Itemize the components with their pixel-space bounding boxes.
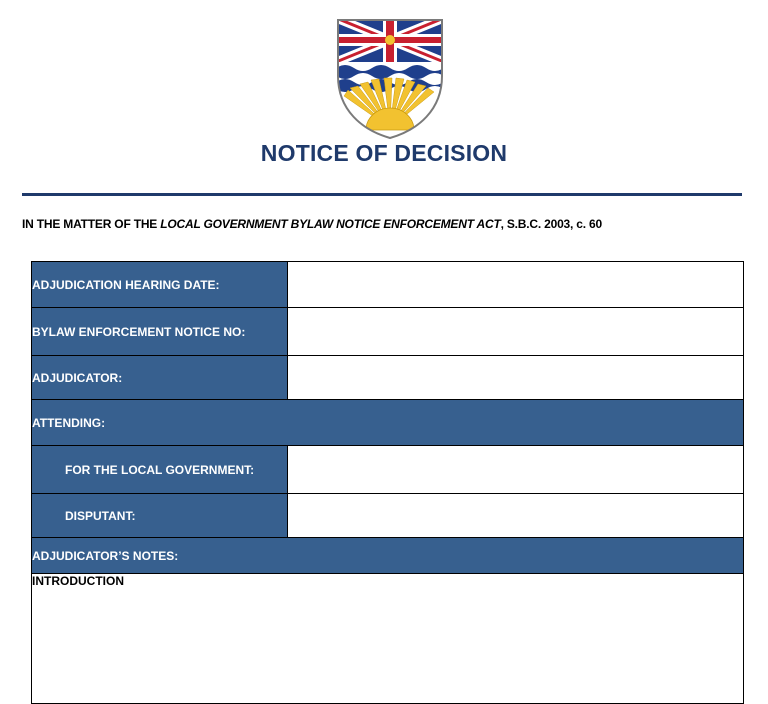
hearing-date-field[interactable]: [288, 262, 744, 308]
local-government-field[interactable]: [288, 446, 744, 494]
adjudicator-notes-label: ADJUDICATOR’S NOTES:: [32, 538, 744, 574]
notice-no-field[interactable]: [288, 308, 744, 356]
adjudicator-field[interactable]: [288, 356, 744, 400]
introduction-heading: INTRODUCTION: [32, 574, 124, 588]
notice-no-row: [32, 308, 744, 356]
hearing-date-row: [32, 262, 744, 308]
attending-row: [32, 400, 744, 446]
introduction-row: [32, 574, 744, 704]
matter-prefix: IN THE MATTER OF THE: [22, 217, 161, 231]
disputant-field[interactable]: [288, 494, 744, 538]
adjudicator-label: ADJUDICATOR:: [32, 356, 288, 400]
local-government-label: FOR THE LOCAL GOVERNMENT:: [32, 446, 288, 494]
document-title: NOTICE OF DECISION: [260, 140, 508, 166]
attending-label: ATTENDING:: [32, 400, 744, 446]
bc-coat-of-arms-icon: [336, 18, 444, 140]
disputant-label: DISPUTANT:: [32, 494, 288, 538]
notice-no-label: BYLAW ENFORCEMENT NOTICE NO:: [32, 308, 288, 356]
act-name: LOCAL GOVERNMENT BYLAW NOTICE ENFORCEMENT ACT: [160, 217, 501, 231]
matter-heading: [22, 217, 768, 231]
introduction-section[interactable]: [32, 574, 744, 704]
adjudicator-row: [32, 356, 744, 400]
disputant-row: [32, 494, 744, 538]
matter-suffix: , S.B.C. 2003, c. 60: [500, 217, 602, 231]
hearing-date-label: ADJUDICATION HEARING DATE:: [32, 262, 288, 308]
notes-row: [32, 538, 744, 574]
header-divider: [22, 193, 742, 196]
local-government-row: [32, 446, 744, 494]
decision-form-table: [31, 261, 744, 704]
